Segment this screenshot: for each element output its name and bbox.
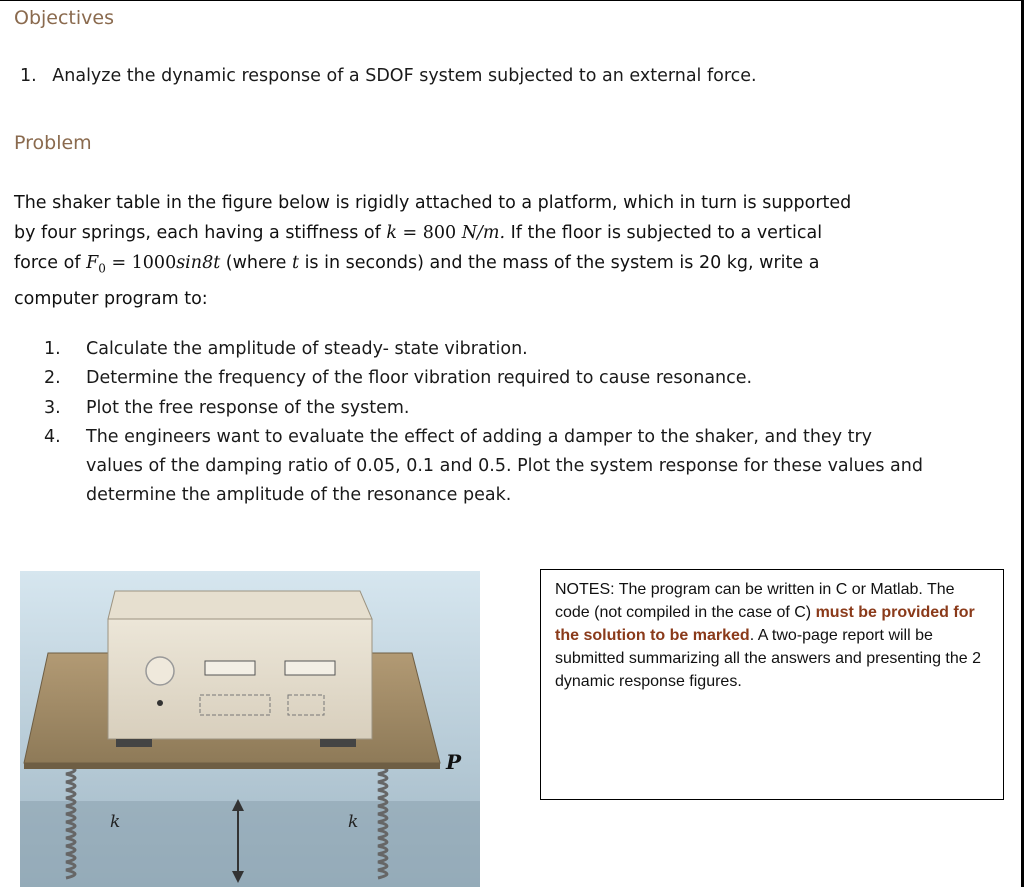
foot-left	[116, 739, 152, 747]
foot-right	[320, 739, 356, 747]
problem-line-2: by four springs, each having a stiffness of k = 800 N/m. If the floor is subjected to a vertical	[14, 223, 823, 243]
label-p: P	[446, 750, 462, 774]
objective-number: 1.	[20, 66, 37, 86]
problem-statement	[14, 188, 1014, 314]
problem-line-3: force of $F_0 = 1000\sin 8t$ (where t is in seconds) and the mass of the system is 20 kg, write a	[14, 253, 820, 276]
objectives-heading: Objectives	[14, 7, 114, 29]
notes-box	[540, 569, 1004, 800]
task-item: 1. Calculate the amplitude of steady- state vibration.	[44, 339, 528, 359]
meter-2	[285, 661, 335, 675]
shaker-top	[108, 591, 372, 619]
shaker-table-figure	[20, 571, 480, 887]
shaker-body	[108, 619, 372, 739]
label-k-left: k	[110, 812, 121, 832]
platform-edge	[24, 763, 440, 769]
problem-heading: Problem	[14, 132, 92, 154]
task-list	[44, 335, 934, 511]
indicator-light	[157, 700, 163, 706]
notes-text-1: NOTES: The program can be written in C or Matlab. The code (not compiled in the case of C)	[555, 581, 955, 621]
task-item: 2. Determine the frequency of the floor vibration required to cause resonance.	[44, 368, 753, 389]
meter-1	[205, 661, 255, 675]
objective-item	[20, 66, 757, 86]
floor	[20, 801, 480, 887]
objective-text: Analyze the dynamic response of a SDOF system subjected to an external force.	[52, 66, 757, 86]
dial	[146, 657, 174, 685]
problem-line-1: The shaker table in the figure below is rigidly attached to a platform, which in turn is supported	[14, 193, 852, 213]
task-item: 4. The engineers want to evaluate the effect of adding a damper to the shaker, and they try values of the damping ratio of 0.05, 0.1 and 0.5. Plot the system response for these values and determine the amplitude of the resonance peak.	[44, 426, 923, 506]
label-k-right: k	[348, 812, 359, 832]
task-item: 3. Plot the free response of the system.	[44, 397, 410, 418]
notes-bold: must be provided for the solution to be marked	[555, 604, 975, 644]
top-border	[0, 0, 1024, 1]
notes-text-2: . A two-page report will be submitted summarizing all the answers and presenting the 2 dynamic response figures.	[555, 627, 981, 690]
problem-line-4: computer program to:	[14, 288, 208, 309]
